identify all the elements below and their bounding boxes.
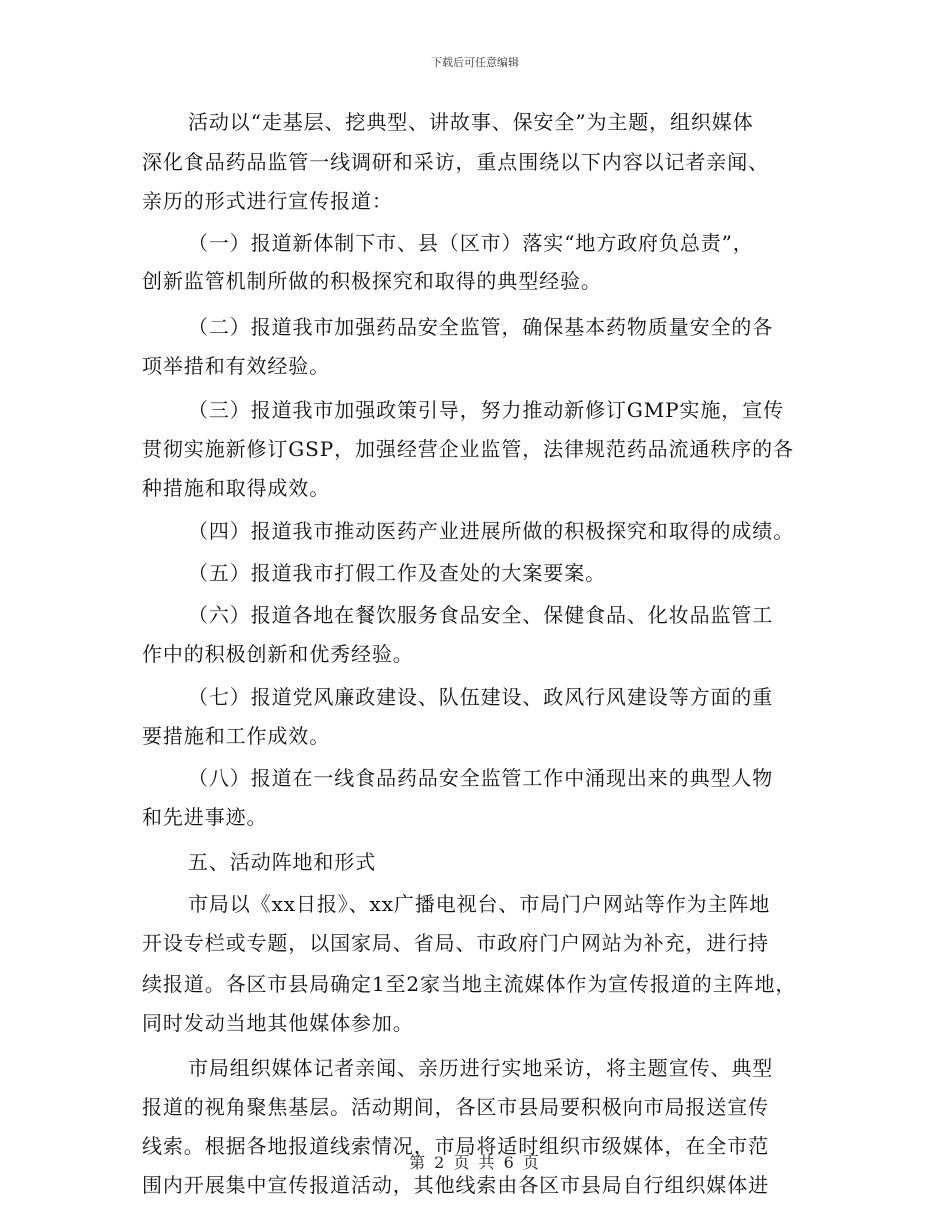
- page-header: 下载后可任意编辑: [431, 56, 519, 69]
- page-footer: 第 2 页 共 6 页: [409, 1153, 541, 1172]
- text-line: 亲历的形式进行宣传报道：: [142, 189, 393, 213]
- text-line: 活动以“走基层、挖典型、讲故事、保安全”为主题，组织媒体: [188, 110, 754, 134]
- text-line: 要措施和工作成效。: [142, 724, 331, 748]
- text-line: （六）报道各地在餐饮服务食品安全、保健食品、化妆品监管工: [188, 603, 774, 627]
- text-line: 作中的积极创新和优秀经验。: [142, 642, 414, 666]
- text-line: （三）报道我市加强政策引导，努力推动新修订GMP实施，宣传: [188, 398, 785, 422]
- text-line: 项举措和有效经验。: [142, 354, 331, 378]
- text-line: （七）报道党风廉政建设、队伍建设、政风行风建设等方面的重: [188, 685, 774, 709]
- text-line: （八）报道在一线食品药品安全监管工作中涌现出来的典型人物: [188, 766, 774, 790]
- text-line: 续报道。各区市县局确定1至2家当地主流媒体作为宣传报道的主阵地，: [142, 972, 797, 996]
- text-line: 五、活动阵地和形式: [188, 850, 377, 874]
- text-line: 创新监管机制所做的积极探究和取得的典型经验。: [142, 269, 602, 293]
- text-line: 报道的视角聚焦基层。活动期间，各区市县局要积极向市局报送宣传: [142, 1095, 769, 1119]
- text-line: 线索。根据各地报道线索情况，市局将适时组织市级媒体，在全市范: [142, 1134, 769, 1158]
- text-line: （一）报道新体制下市、县（区市）落实“地方政府负总责”，: [188, 231, 754, 255]
- text-line: 贯彻实施新修订GSP，加强经营企业监管，法律规范药品流通秩序的各: [142, 437, 794, 461]
- text-line: 围内开展集中宣传报道活动，其他线索由各区市县局自行组织媒体进: [142, 1173, 769, 1197]
- text-line: 开设专栏或专题，以国家局、省局、市政府门户网站为补充，进行持: [142, 931, 769, 955]
- text-line: （五）报道我市打假工作及查处的大案要案。: [188, 561, 606, 585]
- text-line: （二）报道我市加强药品安全监管，确保基本药物质量安全的各: [188, 315, 774, 339]
- text-line: 市局组织媒体记者亲闻、亲历进行实地采访，将主题宣传、典型: [188, 1056, 774, 1080]
- text-line: （四）报道我市推动医药产业进展所做的积极探究和取得的成绩。: [188, 519, 795, 543]
- text-line: 同时发动当地其他媒体参加。: [142, 1011, 414, 1035]
- text-line: 深化食品药品监管一线调研和采访，重点围绕以下内容以记者亲闻、: [142, 150, 769, 174]
- text-line: 和先进事迹。: [142, 805, 268, 829]
- text-line: 种措施和取得成效。: [142, 476, 331, 500]
- text-line: 市局以《xx日报》、xx广播电视台、市局门户网站等作为主阵地: [188, 892, 771, 916]
